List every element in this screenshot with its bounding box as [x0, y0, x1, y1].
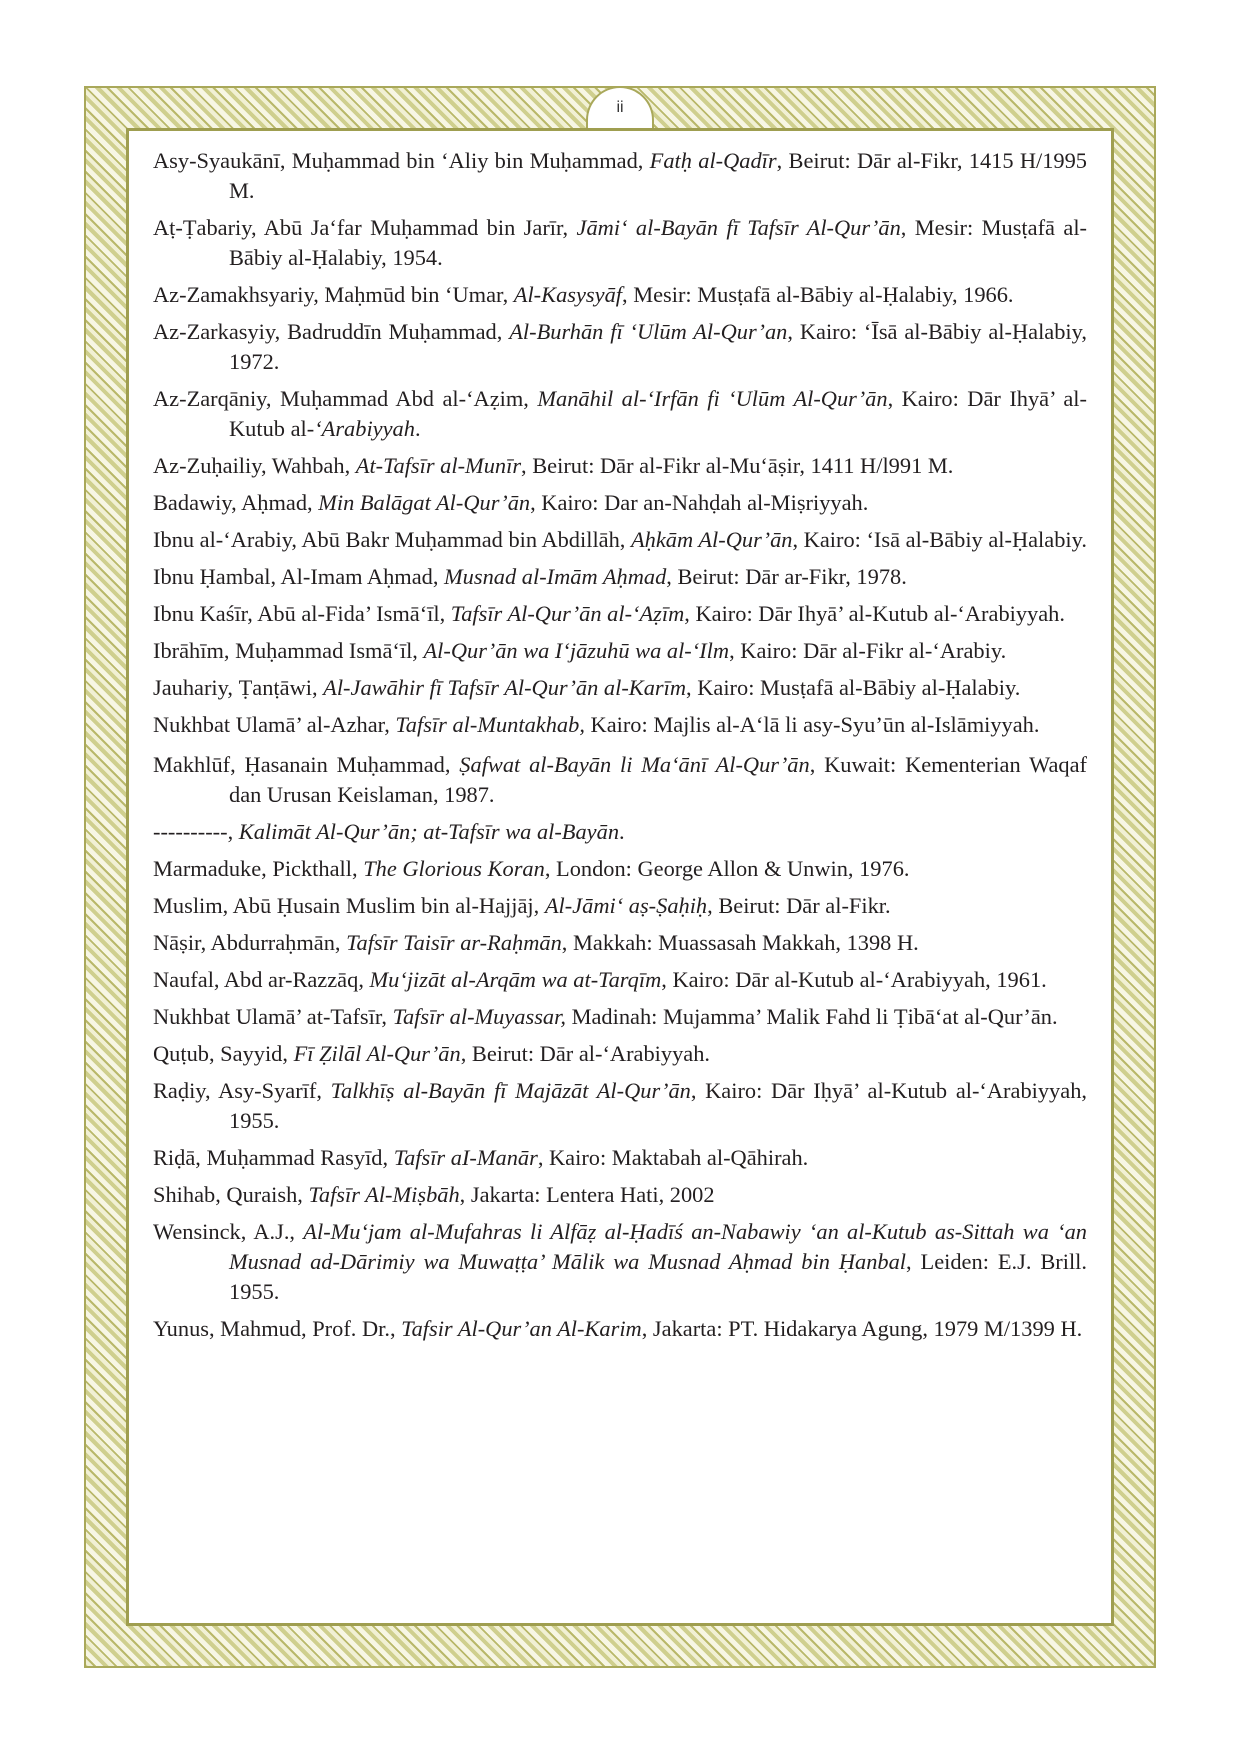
bibliography-entry	[153, 562, 1087, 592]
entry-publication: , Kairo: Dār Ihyā’ al-Kutub al-‘Arabiyyah.	[684, 601, 1065, 626]
entry-author: Az-Zarqāniy, Muḥammad Abd al-‘Aẓim,	[153, 386, 538, 411]
entry-title: Manāhil al-‘Irfān fi ‘Ulūm Al-Qur’ān	[537, 386, 888, 411]
entry-title: Tafsīr al-Muyassar,	[392, 1004, 566, 1029]
entry-author: Az-Zamakhsyariy, Maḥmūd bin ‘Umar,	[153, 282, 514, 307]
entry-title: Fatḥ al-Qadīr	[649, 148, 777, 173]
entry-publication: , Jakarta: Lentera Hati, 2002	[459, 1182, 715, 1207]
bibliography-entry	[153, 1002, 1087, 1032]
entry-publication: , Kairo: Musṭafā al-Bābiy al-Ḥalabiy.	[686, 675, 1021, 700]
entry-title: Jāmi‘ al-Bayān fī Tafsīr Al-Qur’ān	[576, 215, 901, 240]
entry-title: Al-Qur’ān wa I‘jāzuhū wa al-‘Ilm	[423, 638, 730, 663]
entry-publication: , Makkah: Muassasah Makkah, 1398 H.	[561, 930, 919, 955]
entry-publication: , Kairo: Dar an-Nahḍah al-Miṣriyyah.	[530, 490, 869, 515]
entry-author: Az-Zuḥailiy, Wahbah,	[153, 453, 356, 478]
entry-publication: , Beirut: Dār al-Fikr.	[707, 893, 891, 918]
bibliography-entry	[153, 1039, 1087, 1069]
entry-author: Nāṣir, Abdurraḥmān,	[153, 930, 347, 955]
entry-publication: , Kairo: Dār al-Kutub al-‘Arabiyyah, 1961.	[661, 967, 1047, 992]
entry-title: Tafsīr Al-Qur’ān al-‘Aẓīm	[450, 601, 685, 626]
entry-title: Tafsīr Al-Miṣbāh	[308, 1182, 460, 1207]
entry-publication: , Kuwait: Kementerian Waqaf dan Urusan Keislaman, 1987.	[229, 752, 1087, 807]
entry-title: Min Balāgat Al-Qur’ān	[318, 490, 531, 515]
entry-publication: Madinah: Mujamma’ Malik Fahd li Ṭibā‘at al-Qur’ān.	[565, 1004, 1058, 1029]
entry-title: Al-Burhān fī ‘Ulūm Al-Qur’an	[509, 319, 788, 344]
entry-title: Ṣafwat al-Bayān li Ma‘ānī Al-Qur’ān	[459, 752, 810, 777]
entry-publication: Kairo: Majlis al-A‘lā li asy-Syu’ūn al-Islāmiyyah.	[584, 712, 1040, 737]
entry-author: Yunus, Mahmud, Prof. Dr.,	[153, 1316, 402, 1341]
entry-publication: , Kairo: Maktabah al-Qāhirah.	[537, 1145, 809, 1170]
bibliography-entry	[153, 673, 1087, 703]
entry-publication: , Mesir: Musṭafā al-Bābiy al-Ḥalabiy, 1954.	[229, 215, 1087, 270]
entry-title: Aḥkām Al-Qur’ān	[631, 527, 793, 552]
entry-title: Al-Kasysyāf	[513, 282, 622, 307]
entry-publication: , Kairo: ‘Isā al-Bābiy al-Ḥalabiy.	[792, 527, 1087, 552]
bibliography-list	[153, 146, 1087, 1351]
entry-author: Ibnu al-‘Arabiy, Abū Bakr Muḥammad bin Abdillāh,	[153, 527, 631, 552]
entry-publication: , Kairo: ‘Īsā al-Bābiy al-Ḥalabiy, 1972.	[229, 319, 1087, 374]
entry-title: Tafsīr aI-Manār	[393, 1145, 538, 1170]
entry-publication: , Jakarta: PT. Hidakarya Agung, 1979 M/1399 H.	[641, 1316, 1083, 1341]
entry-publication: , Beirut: Dār al-Fikr al-Mu‘āṣir, 1411 H/l991 M.	[521, 453, 954, 478]
bibliography-entry	[153, 817, 1087, 847]
entry-title: ‘Arabiyyah	[314, 416, 415, 441]
entry-author: Muslim, Abū Ḥusain Muslim bin al-Hajjāj,	[153, 893, 545, 918]
bibliography-entry	[153, 1314, 1087, 1344]
entry-author: Ibrāhīm, Muḥammad Ismā‘īl,	[153, 638, 424, 663]
entry-publication: , Kairo: Dār al-Fikr al-‘Arabiy.	[729, 638, 1007, 663]
entry-author: Quṭub, Sayyid,	[153, 1041, 294, 1066]
entry-author: Az-Zarkasyiy, Badruddīn Muḥammad,	[153, 319, 510, 344]
entry-title: At-Tafsīr al-Munīr	[355, 453, 522, 478]
entry-author: Ibnu Ḥambal, Al-Imam Aḥmad,	[153, 564, 445, 589]
bibliography-entry	[153, 525, 1087, 555]
entry-publication: .	[619, 819, 625, 844]
entry-publication: , Kairo: Dār Ihyā’ al-Kutub al-	[229, 386, 1087, 441]
entry-author: Asy-Syaukānī, Muḥammad bin ‘Aliy bin Muḥammad,	[153, 148, 650, 173]
bibliography-entry	[153, 965, 1087, 995]
entry-publication: , Beirut: Dār al-Fikr, 1415 H/1995 M.	[229, 148, 1087, 203]
bibliography-entry	[153, 636, 1087, 666]
entry-title: Tafsīr Taisīr ar-Raḥmān	[346, 930, 562, 955]
bibliography-entry	[153, 1217, 1087, 1307]
entry-title: Al-Jāmi‘ aṣ-Ṣaḥiḥ	[544, 893, 708, 918]
bibliography-entry	[153, 710, 1087, 740]
bibliography-entry	[153, 213, 1087, 273]
entry-author: Nukhbat Ulamā’ at-Tafsīr,	[153, 1004, 393, 1029]
bibliography-entry	[153, 384, 1087, 444]
entry-publication: , Beirut: Dār al-‘Arabiyyah.	[460, 1041, 711, 1066]
entry-author: Jauhariy, Ṭanṭāwi,	[153, 675, 324, 700]
entry-title: Fī Ẓilāl Al-Qur’ān	[293, 1041, 461, 1066]
entry-publication: , Leiden: E.J. Brill. 1955.	[229, 1249, 1088, 1304]
bibliography-entry	[153, 280, 1087, 310]
entry-publication: , Kairo: Dār Iḥyā’ al-Kutub al-‘Arabiyyah, 1955.	[229, 1078, 1087, 1133]
bibliography-entry	[153, 317, 1087, 377]
bibliography-entry	[153, 146, 1087, 206]
page-number: ii	[586, 86, 654, 128]
entry-title: Musnad al-Imām Aḥmad	[444, 564, 667, 589]
bibliography-entry	[153, 1143, 1087, 1173]
bibliography-entry	[153, 750, 1087, 810]
entry-title: Kalimāt Al-Qur’ān; at-Tafsīr wa al-Bayān	[238, 819, 620, 844]
bibliography-entry	[153, 891, 1087, 921]
bibliography-entry	[153, 1180, 1087, 1210]
entry-publication: , London: George Allon & Unwin, 1976.	[544, 856, 910, 881]
entry-publication: .	[414, 416, 421, 441]
entry-author: Shihab, Quraish,	[153, 1182, 309, 1207]
bibliography-entry	[153, 854, 1087, 884]
entry-title: Al-Jawāhir fī Tafsīr Al-Qur’ān al-Karīm	[323, 675, 687, 700]
entry-author: Marmaduke, Pickthall,	[153, 856, 364, 881]
entry-title: Tafsīr al-Muntakhab,	[395, 712, 585, 737]
entry-publication: , Mesir: Musṭafā al-Bābiy al-Ḥalabiy, 1966.	[622, 282, 1014, 307]
bibliography-entry	[153, 451, 1087, 481]
entry-author: Badawiy, Aḥmad,	[153, 490, 319, 515]
bibliography-entry	[153, 1076, 1087, 1136]
entry-author: Naufal, Abd ar-Razzāq,	[153, 967, 370, 992]
entry-title: Tafsir Al-Qur’an Al-Karim	[401, 1316, 642, 1341]
entry-publication: , Beirut: Dār ar-Fikr, 1978.	[666, 564, 907, 589]
entry-title: The Glorious Koran	[363, 856, 545, 881]
entry-title: Mu‘jizāt al-Arqām wa at-Tarqīm	[369, 967, 662, 992]
entry-author: Wensinck, A.J.,	[153, 1219, 304, 1244]
bibliography-entry	[153, 928, 1087, 958]
entry-title: Al-Mu‘jam al-Mufahras li Alfāẓ al-Ḥadīś an-Nabawiy ‘an al-Kutub as-Sittah wa ‘an Musnad ad-Dārimiy wa Muwaṭṭa’ Mālik wa Musnad Aḥmad bin Ḥanbal	[229, 1219, 1087, 1274]
bibliography-entry	[153, 599, 1087, 629]
entry-author: Nukhbat Ulamā’ al-Azhar,	[153, 712, 396, 737]
entry-author: Aṭ-Ṭabariy, Abū Ja‘far Muḥammad bin Jarīr,	[153, 215, 577, 240]
entry-title: Talkhīṣ al-Bayān fī Majāzāt Al-Qur’ān	[330, 1078, 691, 1103]
entry-author: Ibnu Kaśīr, Abū al-Fida’ Ismā‘īl,	[153, 601, 451, 626]
entry-author: Riḍā, Muḥammad Rasyīd,	[153, 1145, 394, 1170]
bibliography-entry	[153, 488, 1087, 518]
entry-author: ----------,	[153, 819, 239, 844]
entry-author: Raḍiy, Asy-Syarīf,	[153, 1078, 331, 1103]
entry-author: Makhlūf, Ḥasanain Muḥammad,	[153, 752, 460, 777]
